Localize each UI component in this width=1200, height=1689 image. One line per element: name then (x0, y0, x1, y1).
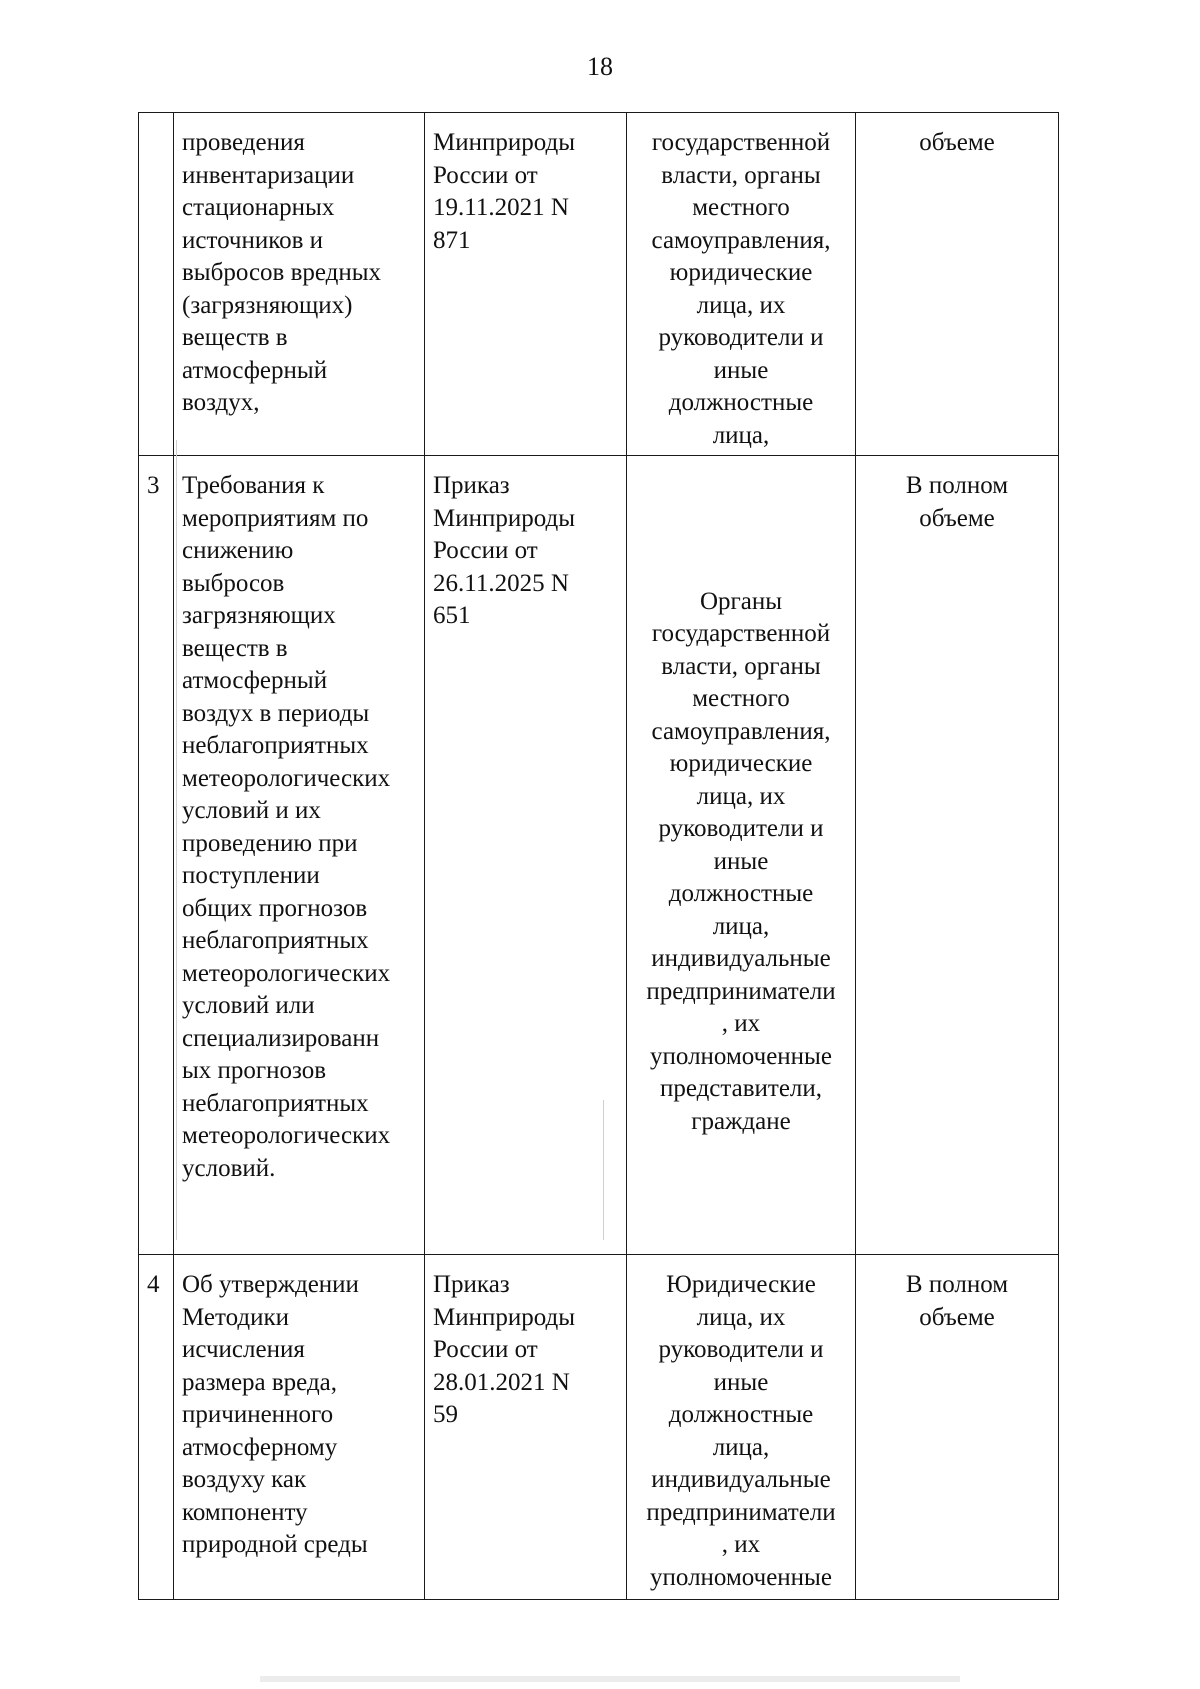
cell-text-line: неблагоприятных (182, 732, 369, 759)
cell-text-line: источников и (182, 226, 324, 254)
cell-text-line: В полном (905, 1271, 1009, 1298)
cell-text-line: снижению (182, 537, 294, 564)
cell-text-line: компоненту (182, 1498, 308, 1526)
cell-text-line: , их (721, 1010, 761, 1038)
cell-text-line: общих прогнозов (182, 894, 368, 922)
cell-text-line: власти, органы (661, 652, 821, 680)
cell-text-line: Требования к (182, 472, 325, 499)
cell-text-line: Приказ (433, 472, 510, 499)
cell-text-line: объеме (919, 1303, 995, 1331)
cell-text-line: специализированн (182, 1024, 380, 1052)
cell-text-line: уполномоченные (650, 1042, 832, 1070)
subjects-cell (627, 456, 856, 1255)
cell-text-line: местного (692, 194, 790, 221)
cell-text-line: предприниматели (646, 977, 836, 1005)
cell-text-line: ых прогнозов (182, 1057, 327, 1084)
cell-text-line: государственной (651, 129, 831, 156)
page-number: 18 (587, 52, 613, 81)
cell-text-line: иные (713, 1368, 769, 1396)
row-number-cell: 3 (139, 456, 174, 1255)
cell-text-line: исчисления (182, 1336, 305, 1363)
cell-text-line: инвентаризации (182, 161, 355, 189)
table-row (139, 456, 1059, 1255)
cell-text-line: иные (713, 847, 769, 875)
cell-text-line: Методики (182, 1303, 289, 1331)
cell-text-line: юридические (669, 750, 813, 778)
cell-text-line: метеорологических (182, 1122, 391, 1149)
cell-text-line: выбросов вредных (182, 259, 382, 286)
legal-act-cell (425, 1255, 627, 1600)
cell-text-line: воздуху как (182, 1466, 307, 1493)
cell-text-line: должностные (668, 389, 814, 416)
cell-text-line: Минприроды (433, 129, 576, 156)
scan-artifact-mark (260, 1676, 960, 1682)
cell-text-line: воздух, (182, 389, 260, 416)
scan-artifact-line (176, 440, 177, 1240)
cell-text-line: лица, их (696, 1303, 786, 1331)
cell-text-line: объеме (919, 129, 995, 156)
cell-text-line: загрязняющих (182, 602, 336, 629)
cell-text-line: мероприятиям по (182, 504, 369, 532)
cell-text-line: проведения (182, 129, 305, 156)
scope-cell (856, 456, 1059, 1255)
cell-text-line: индивидуальные (651, 1466, 831, 1493)
scan-artifact-line (603, 1100, 604, 1240)
cell-text-line: лица, (712, 421, 770, 449)
cell-text-line: объеме (919, 504, 995, 532)
cell-text-line: юридические (669, 259, 813, 286)
cell-text-line: государственной (651, 620, 831, 648)
legal-act-cell (425, 456, 627, 1255)
cell-text-line: 28.01.2021 N (433, 1368, 570, 1396)
cell-text-line: 651 (433, 602, 471, 629)
cell-text-line: поступлении (182, 862, 320, 889)
cell-text-line: иные (713, 356, 769, 384)
cell-text-line: Об утверждении (182, 1271, 359, 1298)
subjects-cell (627, 1255, 856, 1600)
scope-cell (856, 1255, 1059, 1600)
cell-text-line: метеорологических (182, 764, 391, 792)
cell-text-line: причиненного (182, 1401, 334, 1428)
cell-text-line: лица, их (696, 291, 786, 319)
subjects-cell (627, 113, 856, 456)
requirement-cell (174, 113, 425, 456)
cell-text-line: 26.11.2025 N (433, 569, 569, 597)
cell-text-line: 59 (433, 1401, 458, 1428)
cell-text-line: России от (433, 161, 538, 189)
cell-text-line: неблагоприятных (182, 927, 369, 954)
cell-text-line: 871 (433, 226, 471, 254)
cell-text-line: власти, органы (661, 161, 821, 189)
cell-text-line: предприниматели (646, 1498, 836, 1526)
table-row (139, 113, 1059, 456)
cell-text-line: местного (692, 685, 790, 713)
cell-text-line: индивидуальные (651, 945, 831, 973)
cell-text-line: руководители и (658, 324, 824, 351)
cell-text-line: В полном (905, 472, 1009, 499)
cell-text-line: неблагоприятных (182, 1089, 369, 1117)
cell-text-line: проведению при (182, 829, 358, 857)
cell-text-line: метеорологических (182, 959, 391, 987)
cell-text-line: Минприроды (433, 504, 576, 532)
cell-text-line: условий или (182, 992, 315, 1019)
cell-text-line: Минприроды (433, 1303, 576, 1331)
scope-cell (856, 113, 1059, 456)
cell-text-line: веществ в (182, 634, 288, 662)
cell-text-line: (загрязняющих) (182, 291, 353, 319)
cell-text-line: лица, (712, 912, 770, 940)
cell-text-line: представители, (659, 1075, 823, 1103)
cell-text-line: Приказ (433, 1271, 510, 1298)
cell-text-line: стационарных (182, 194, 335, 221)
cell-text-line: 19.11.2021 N (433, 194, 569, 221)
cell-text-line: , их (721, 1531, 761, 1558)
row-number-cell: 4 (139, 1255, 174, 1600)
table-row (139, 1255, 1059, 1600)
requirement-cell (174, 456, 425, 1255)
cell-text-line: уполномоченные (650, 1563, 832, 1591)
cell-text-line: воздух в периоды (182, 699, 370, 727)
row-number-cell (139, 113, 174, 456)
cell-text-line: лица, (712, 1433, 770, 1461)
cell-text-line: выбросов (182, 569, 285, 597)
cell-text-line: атмосферный (182, 667, 328, 694)
cell-text-line: размера вреда, (182, 1368, 338, 1396)
cell-text-line: должностные (668, 1401, 814, 1428)
cell-text-line: граждане (691, 1107, 791, 1135)
cell-text-line: условий. (182, 1154, 276, 1182)
cell-text-line: условий и их (182, 797, 321, 824)
cell-text-line: атмосферный (182, 356, 328, 384)
cell-text-line: природной среды (182, 1531, 368, 1558)
cell-text-line: России от (433, 537, 538, 564)
cell-text-line: руководители и (658, 1336, 824, 1363)
cell-text-line: Юридические (666, 1271, 816, 1298)
cell-text-line: веществ в (182, 324, 288, 351)
cell-text-line: самоуправления, (651, 717, 831, 745)
requirement-cell (174, 1255, 425, 1600)
cell-text-line: России от (433, 1336, 538, 1363)
cell-text-line: атмосферному (182, 1433, 338, 1461)
legal-act-cell (425, 113, 627, 456)
cell-text-line: лица, их (696, 782, 786, 810)
cell-text-line: самоуправления, (651, 226, 831, 254)
cell-text-line: должностные (668, 880, 814, 908)
cell-text-line: руководители и (658, 815, 824, 843)
cell-text-line: Органы (699, 587, 783, 615)
requirements-table (138, 112, 1059, 1600)
